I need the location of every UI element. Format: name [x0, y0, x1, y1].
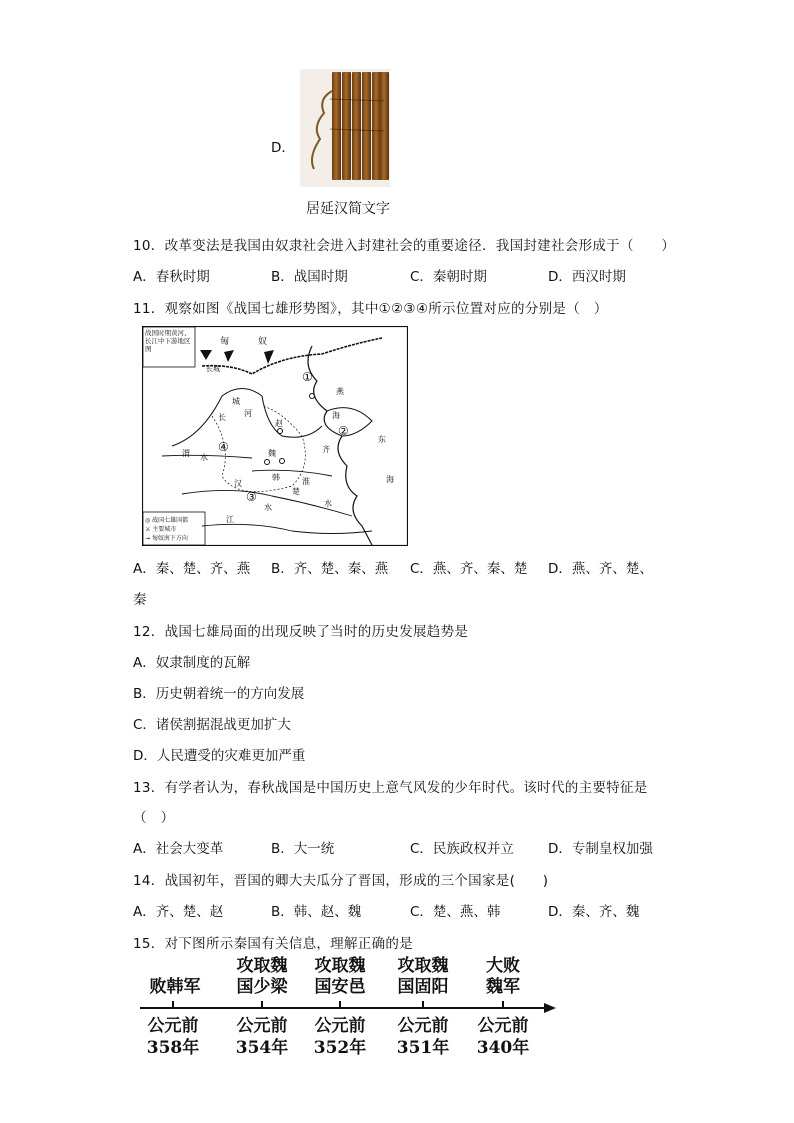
q13-stem: 13．有学者认为，春秋战国是中国历史上意气风发的少年时代。该时代的主要特征是 — [133, 780, 648, 796]
timeline-event-label: 败韩军 — [149, 977, 201, 997]
bamboo-slips-image — [300, 69, 390, 187]
q15-stem: 15．对下图所示秦国有关信息，理解正确的是 — [133, 936, 413, 952]
map-label: 长 — [218, 413, 226, 422]
q11-option-d-wrap: 秦 — [133, 592, 147, 608]
q10-option-b[interactable]: B．战国时期 — [271, 269, 348, 285]
map-label: 楚 — [292, 487, 300, 496]
q10-option-a[interactable]: A．春秋时期 — [133, 269, 210, 285]
q12-stem: 12．战国七雄局面的出现反映了当时的历史发展趋势是 — [133, 624, 469, 640]
timeline-event-label: 国固阳 — [397, 977, 449, 997]
q13-option-c[interactable]: C．民族政权并立 — [410, 841, 514, 857]
map-label: 水 — [200, 453, 208, 462]
map-legend-item: ◎ 战国七雄国都 — [145, 517, 189, 524]
q13-option-d[interactable]: D．专制皇权加强 — [548, 841, 653, 857]
map-label: 魏 — [268, 449, 276, 458]
map-label: 海 — [332, 411, 340, 420]
timeline-era: 公元前 — [477, 1016, 529, 1036]
map-label: 奴 — [258, 337, 268, 347]
q12-option-d[interactable]: D．人民遭受的灾难更加严重 — [133, 748, 306, 764]
q11-option-a[interactable]: A．秦、楚、齐、燕 — [133, 561, 251, 577]
timeline-event-label: 攻取魏 — [314, 956, 366, 976]
map-label: 长城 — [206, 365, 220, 373]
q14-stem: 14．战国初年，晋国的卿大夫瓜分了晋国，形成的三个国家是( ) — [133, 873, 549, 889]
map-label: 汉 — [234, 479, 242, 488]
timeline-era: 公元前 — [314, 1016, 366, 1036]
map-marker-1: ① — [302, 370, 313, 384]
timeline-year: 352年 — [313, 1038, 367, 1058]
timeline-year: 358年 — [146, 1038, 200, 1058]
timeline-year: 340年 — [476, 1038, 530, 1058]
timeline-event-label: 国少梁 — [236, 977, 288, 997]
map-label: 赵 — [275, 419, 283, 428]
timeline-event-label: 大败 — [486, 956, 520, 976]
timeline-era: 公元前 — [397, 1016, 449, 1036]
map-label: 水 — [264, 503, 272, 512]
map-label: 淮 — [302, 477, 310, 486]
q12-option-b[interactable]: B．历史朝着统一的方向发展 — [133, 686, 305, 702]
map-label: 韩 — [272, 473, 280, 482]
q11-option-c[interactable]: C．燕、齐、秦、楚 — [410, 561, 528, 577]
timeline-year: 354年 — [235, 1038, 289, 1058]
map-legend-item: → 匈奴南下方向 — [145, 535, 188, 542]
map-marker-3: ③ — [246, 490, 257, 504]
timeline-event-label: 攻取魏 — [397, 956, 449, 976]
q11-stem: 11．观察如图《战国七雄形势图》，其中①②③④所示位置对应的分别是（ ） — [133, 301, 608, 317]
map-label: 江 — [226, 515, 234, 524]
q11-option-b[interactable]: B．齐、楚、秦、燕 — [271, 561, 389, 577]
bamboo-image-caption: 居延汉简文字 — [306, 201, 390, 217]
q14-option-c[interactable]: C．楚、燕、韩 — [410, 904, 501, 920]
warring-states-map — [142, 326, 408, 546]
timeline-event-label: 魏军 — [486, 977, 520, 997]
map-label: 城 — [232, 397, 240, 406]
map-label: 水 — [324, 499, 332, 508]
q10-option-c[interactable]: C．秦朝时期 — [410, 269, 487, 285]
q14-option-b[interactable]: B．韩、赵、魏 — [271, 904, 362, 920]
q13-option-a[interactable]: A．社会大变革 — [133, 841, 224, 857]
q14-option-d[interactable]: D．秦、齐、魏 — [548, 904, 640, 920]
q10-option-d[interactable]: D．西汉时期 — [548, 269, 626, 285]
q9-option-d-label[interactable]: D． — [271, 140, 295, 156]
q13-option-b[interactable]: B．大一统 — [271, 841, 335, 857]
q14-option-a[interactable]: A．齐、楚、赵 — [133, 904, 224, 920]
map-legend-item: ⚔ 主要城市 — [145, 526, 177, 533]
q10-stem: 10．改革变法是我国由奴隶社会进入封建社会的重要途径．我国封建社会形成于（ ） — [133, 238, 676, 254]
timeline-era: 公元前 — [147, 1016, 199, 1036]
map-marker-4: ④ — [218, 440, 229, 454]
map-label: 海 — [386, 475, 394, 484]
timeline-event-label: 国安邑 — [314, 977, 366, 997]
q12-option-a[interactable]: A．奴隶制度的瓦解 — [133, 655, 251, 671]
map-label: 河 — [244, 409, 252, 418]
q13-stem-wrap: （ ） — [133, 810, 175, 826]
map-legend-title: 战国时期黄河、长江中下游地区图 — [145, 329, 191, 353]
q12-option-c[interactable]: C．诸侯割据混战更加扩大 — [133, 717, 291, 733]
map-label: 渭 — [182, 449, 190, 458]
map-label: 齐 — [322, 445, 330, 454]
timeline-year: 351年 — [396, 1038, 450, 1058]
timeline-event-label: 攻取魏 — [236, 956, 288, 976]
map-label: 东 — [378, 435, 386, 444]
qin-timeline — [140, 955, 560, 1065]
q11-option-d[interactable]: D．燕、齐、楚、 — [548, 561, 653, 577]
map-label: 匈 — [220, 337, 230, 347]
map-label: 燕 — [336, 387, 344, 396]
timeline-era: 公元前 — [236, 1016, 288, 1036]
map-marker-2: ② — [338, 424, 349, 438]
